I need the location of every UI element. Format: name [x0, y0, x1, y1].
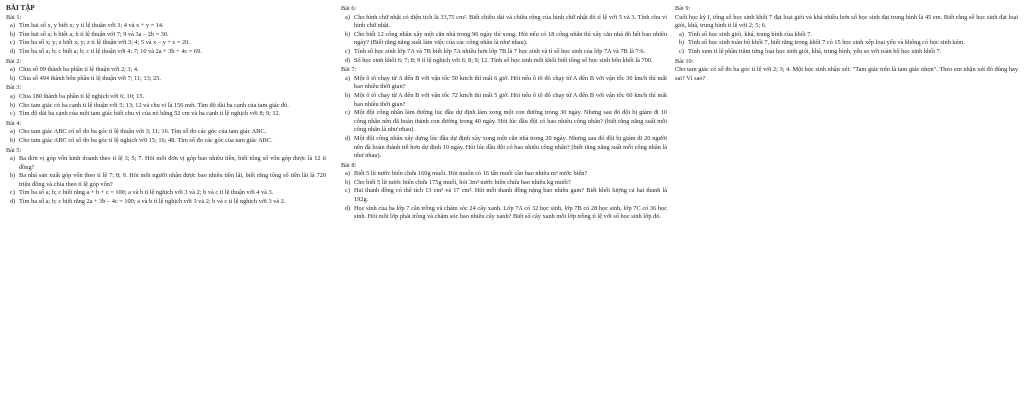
item-text: Một ô tô chạy từ A đến B với vận tốc 72 km/h thì mất 5 giờ. Hỏi nếu ô tô đó chạy từ A đến B với vận tốc 60 km/h thì mất bao nhiêu thời gian?	[354, 91, 667, 108]
item-label: a)	[10, 128, 15, 136]
item-text: Tìm ba số x; y; z biết x; y; z tỉ lệ thuận với 3; 4; 5 và x – y + z = 20.	[19, 39, 190, 47]
item-label: b)	[344, 91, 351, 99]
exercise-item	[341, 31, 667, 48]
item-label: c)	[345, 47, 350, 55]
exercise-heading: Bài 2:	[6, 57, 22, 65]
exercise-item	[341, 92, 667, 109]
exercise-heading: Bài 4:	[6, 119, 22, 127]
exercise-item	[6, 22, 326, 31]
exercise-item	[341, 187, 667, 204]
exercise-item	[6, 189, 326, 198]
exercise-item	[341, 109, 667, 135]
item-text: Tìm ba số a; b; c biết a; b; c tỉ lệ thuận với 4; 7; 10 và 2a + 3b + 4c = 69.	[19, 47, 202, 55]
item-label: b)	[9, 172, 16, 180]
exercise-item	[341, 135, 667, 161]
item-label: d)	[9, 198, 16, 206]
item-label: b)	[344, 178, 351, 186]
item-label: a)	[10, 22, 15, 30]
exercise-item	[6, 110, 326, 119]
item-label: a)	[10, 155, 15, 163]
item-text: Chia số 99 thành ba phần tỉ lệ thuận với 2; 3; 4.	[19, 66, 139, 74]
exercise-item	[6, 93, 326, 102]
item-text: Một đội công nhân xây dựng lúc đầu dự định xây xong một căn nhà trong 20 ngày. Nhưng sau đó đội bị giảm đi 20 người nên đã hoàn thành trễ hơn dự định 10 ngày. Hỏi lúc đầu đội có bao nhiêu công nhân? (biết rằng năng suất mỗi công nhân là như nhau).	[354, 134, 667, 160]
exercise-heading: Bài 5:	[6, 146, 22, 154]
item-text: Một ô tô chạy từ A đến B với vận tốc 50 km/h thì mất 6 giờ. Hỏi nếu ô tô đó chạy từ A đến B với vận tốc 30 km/h thì mất bao nhiêu thời gian?	[354, 74, 667, 91]
exercise-item	[341, 205, 667, 222]
exercise-heading: Bài 7:	[341, 66, 357, 74]
exercise-item	[6, 155, 326, 172]
exercise-item	[341, 14, 667, 31]
item-text: Một đội công nhân làm đường lúc đầu dự định làm xong một con đường trong 30 ngày. Nhưng sau đó đội bị giảm đi 10 công nhân nên đã hoàn thành con đường trong 40 ngày. Hỏi lúc đầu đội có bao nhiêu công nhân? (biết rằng năng suất mỗi công nhân là như nhau).	[354, 109, 667, 134]
item-text: Cho biết 12 công nhân xây một căn nhà trong 96 ngày thì xong. Hỏi nếu có 18 công nhân thì xây căn nhà đó hết bao nhiêu ngày? (Biết rằng năng suất làm việc của các công nhân là như nhau).	[354, 30, 667, 47]
item-label: d)	[344, 134, 351, 142]
item-text: Tìm hai số x, y biết x; y tỉ lệ thuận với 3; 4 và x + y = 14.	[19, 22, 164, 30]
exercise-item	[341, 75, 667, 92]
item-label: b)	[9, 136, 16, 144]
item-text: Số học sinh khối 6; 7; 8; 9 tỉ lệ nghịch với 6; 8; 9; 12. Tính số học sinh mỗi khối biết tổng số học sinh bốn khối là 700.	[354, 56, 653, 64]
exercise-item	[675, 31, 1018, 40]
item-text: Cho tam giác ABC có số đo ba góc tỉ lệ thuận với 3; 11; 16. Tìm số đo các góc của tam giác ABC.	[19, 128, 267, 136]
exercise-item	[6, 75, 326, 84]
exercise-item	[675, 48, 1018, 57]
exercise-item	[6, 198, 326, 207]
item-text: Tính số học sinh lớp 7A và 7B biết lớp 7A nhiều hơn lớp 7B là 7 học sinh và tỉ số học sinh của lớp 7A và 7B là 7:6.	[354, 47, 646, 55]
item-label: c)	[679, 47, 684, 55]
exercise-heading: Bài 10:	[675, 57, 694, 65]
item-text: Tính số học sinh toàn bộ khối 7, biết rằng trong khối 7 có 15 học sinh xếp loại yếu và không có học sinh kém.	[688, 39, 965, 47]
item-text: Hai thanh đồng có thể tích 13 cm³ và 17 cm³. Hỏi mỗi thanh đồng nặng bao nhiêu gam? Biết khối lượng cả hai thanh là 192g.	[354, 187, 667, 204]
item-text: Tìm ba số a; b; c biết rằng a + b + c = 100; a và b tỉ lệ nghịch với 3 và 2; b và c tỉ lệ thuận với 4 và 3.	[19, 189, 274, 197]
exercise-item	[341, 170, 667, 179]
exercise-item	[6, 172, 326, 189]
item-text: Tìm ba số a; b; c biết rằng 2a + 3b – 4c = 100; a và b tỉ lệ nghịch với 3 và 2; b và c tỉ lệ nghịch với 3 và 2.	[19, 198, 286, 206]
column-right	[675, 4, 1018, 83]
page-title: BÀI TẬP	[6, 4, 35, 12]
exercise-heading: Bài 6:	[341, 5, 357, 12]
exercise-intro: Cho tam giác có số đo ba góc tỉ lệ với 2; 3; 4. Một học sinh nhận xét: "Tam giác trên là tam giác nhọn". Theo em nhận xét đó đúng hay sai? Vì sao?	[675, 66, 1018, 82]
column-middle	[341, 4, 667, 222]
item-text: Cho biết 5 lít nước biển chứa 175g muối, hỏi 3m³ nước biển chứa bao nhiêu kg muối?	[354, 178, 571, 186]
item-label: b)	[9, 30, 16, 38]
item-label: a)	[345, 170, 350, 178]
exercise-item	[675, 39, 1018, 48]
exercise-intro: Cuối học kỳ I, tổng số học sinh khối 7 đạt loại giỏi và khá nhiều hơn số học sinh đạt trung bình là 45 em. Biết rằng số học sinh đạt loại giỏi, khá, trung bình tỉ lệ với 2; 5; 6.	[675, 13, 1018, 30]
item-label: d)	[344, 56, 351, 64]
item-text: Tính số học sinh giỏi, khá, trung bình của khối 7.	[688, 30, 813, 38]
item-label: b)	[9, 74, 16, 82]
item-text: Ba nhà sản xuất góp vốn theo tỉ lệ 7; 8; 9. Hỏi mỗi người nhận được bao nhiêu tiền lãi, biết rằng tổng số tiền lãi là 720 triệu đồng và chia theo tỉ lệ góp vốn?	[19, 172, 326, 188]
item-label: c)	[345, 109, 350, 117]
item-label: b)	[344, 30, 351, 38]
exercise-item	[6, 31, 326, 40]
item-text: Cho hình chữ nhật có diện tích là 33,75 cm². Biết chiều dài và chiều rộng của hình chữ nhật đó tỉ lệ với 5 và 3. Tính chu vi hình chữ nhật.	[354, 13, 667, 30]
item-label: a)	[345, 74, 350, 82]
exercise-heading: Bài 3:	[6, 84, 22, 92]
item-label: c)	[10, 39, 15, 47]
exercise-item	[341, 48, 667, 57]
item-label: a)	[10, 66, 15, 74]
item-label: b)	[678, 39, 685, 47]
item-text: Tính xem tỉ lệ phần trăm từng loại học sinh giỏi, khá, trung bình, yếu so với toàn bộ học sinh khối 7.	[688, 47, 942, 55]
item-text: Chia số 494 thành bốn phần tỉ lệ thuận với 7; 11; 13; 25.	[19, 74, 161, 82]
exercise-item	[6, 128, 326, 137]
item-text: Biết 5 lít nước biển chứa 160g muối. Hỏi muốn có 16 tấn muối cần bao nhiêu m³ nước biển?	[354, 170, 588, 178]
exercise-item	[6, 102, 326, 111]
item-label: a)	[10, 92, 15, 100]
item-label: d)	[9, 47, 16, 55]
item-text: Tìm độ dài ba cạnh của một tam giác biết chu vi của nó bằng 52 cm và ba cạnh tỉ lệ nghịch với 8; 9; 12.	[19, 110, 281, 118]
item-text: Cho tam giác ABC có số đo ba góc tỉ lệ nghịch với 15; 16; 48. Tìm số đo các góc của tam giác ABC.	[19, 136, 273, 144]
item-label: c)	[10, 189, 15, 197]
exercise-item	[6, 137, 326, 146]
exercise-heading: Bài 8:	[341, 161, 357, 169]
column-left	[6, 4, 326, 207]
item-text: Cho tam giác có ba cạnh tỉ lệ thuận với 5; 13; 12 và chu vi là 156 mét. Tìm độ dài ba cạnh của tam giác đó.	[19, 101, 289, 109]
item-label: a)	[679, 30, 684, 38]
exercise-item	[6, 39, 326, 48]
item-label: b)	[9, 101, 16, 109]
item-label: a)	[345, 13, 350, 21]
item-text: Học sinh của ba lớp 7 cần trồng và chăm sóc 24 cây xanh. Lớp 7A có 32 học sinh, lớp 7B có 28 học sinh, lớp 7C có 36 học sinh. Hỏi mỗi lớp phải trồng và chăm sóc bao nhiêu cây xanh? Biết số cây xanh mỗi lớp trồng tỉ lệ với số học sinh lớp đó.	[354, 204, 667, 221]
exercise-item	[6, 66, 326, 75]
item-label: c)	[345, 187, 350, 195]
exercise-heading: Bài 1:	[6, 13, 22, 21]
item-label: d)	[344, 204, 351, 212]
exercise-heading: Bài 9:	[675, 5, 691, 12]
exercise-item	[341, 179, 667, 188]
item-text: Ba đơn vị góp vốn kinh doanh theo tỉ lệ 3; 5; 7. Hỏi mỗi đơn vị góp bao nhiêu tiền, biết tổng số vốn góp được là 12 tỉ đồng?	[19, 155, 326, 171]
item-text: Tìm hai số a; b biết a; b tỉ lệ thuận với 7; 9 và 3a – 2b = 30.	[19, 30, 169, 38]
exercise-item	[6, 48, 326, 57]
exercise-item	[341, 57, 667, 66]
item-text: Chia 180 thành ba phần tỉ lệ nghịch với 6; 10; 15.	[19, 92, 145, 100]
item-label: c)	[10, 110, 15, 118]
